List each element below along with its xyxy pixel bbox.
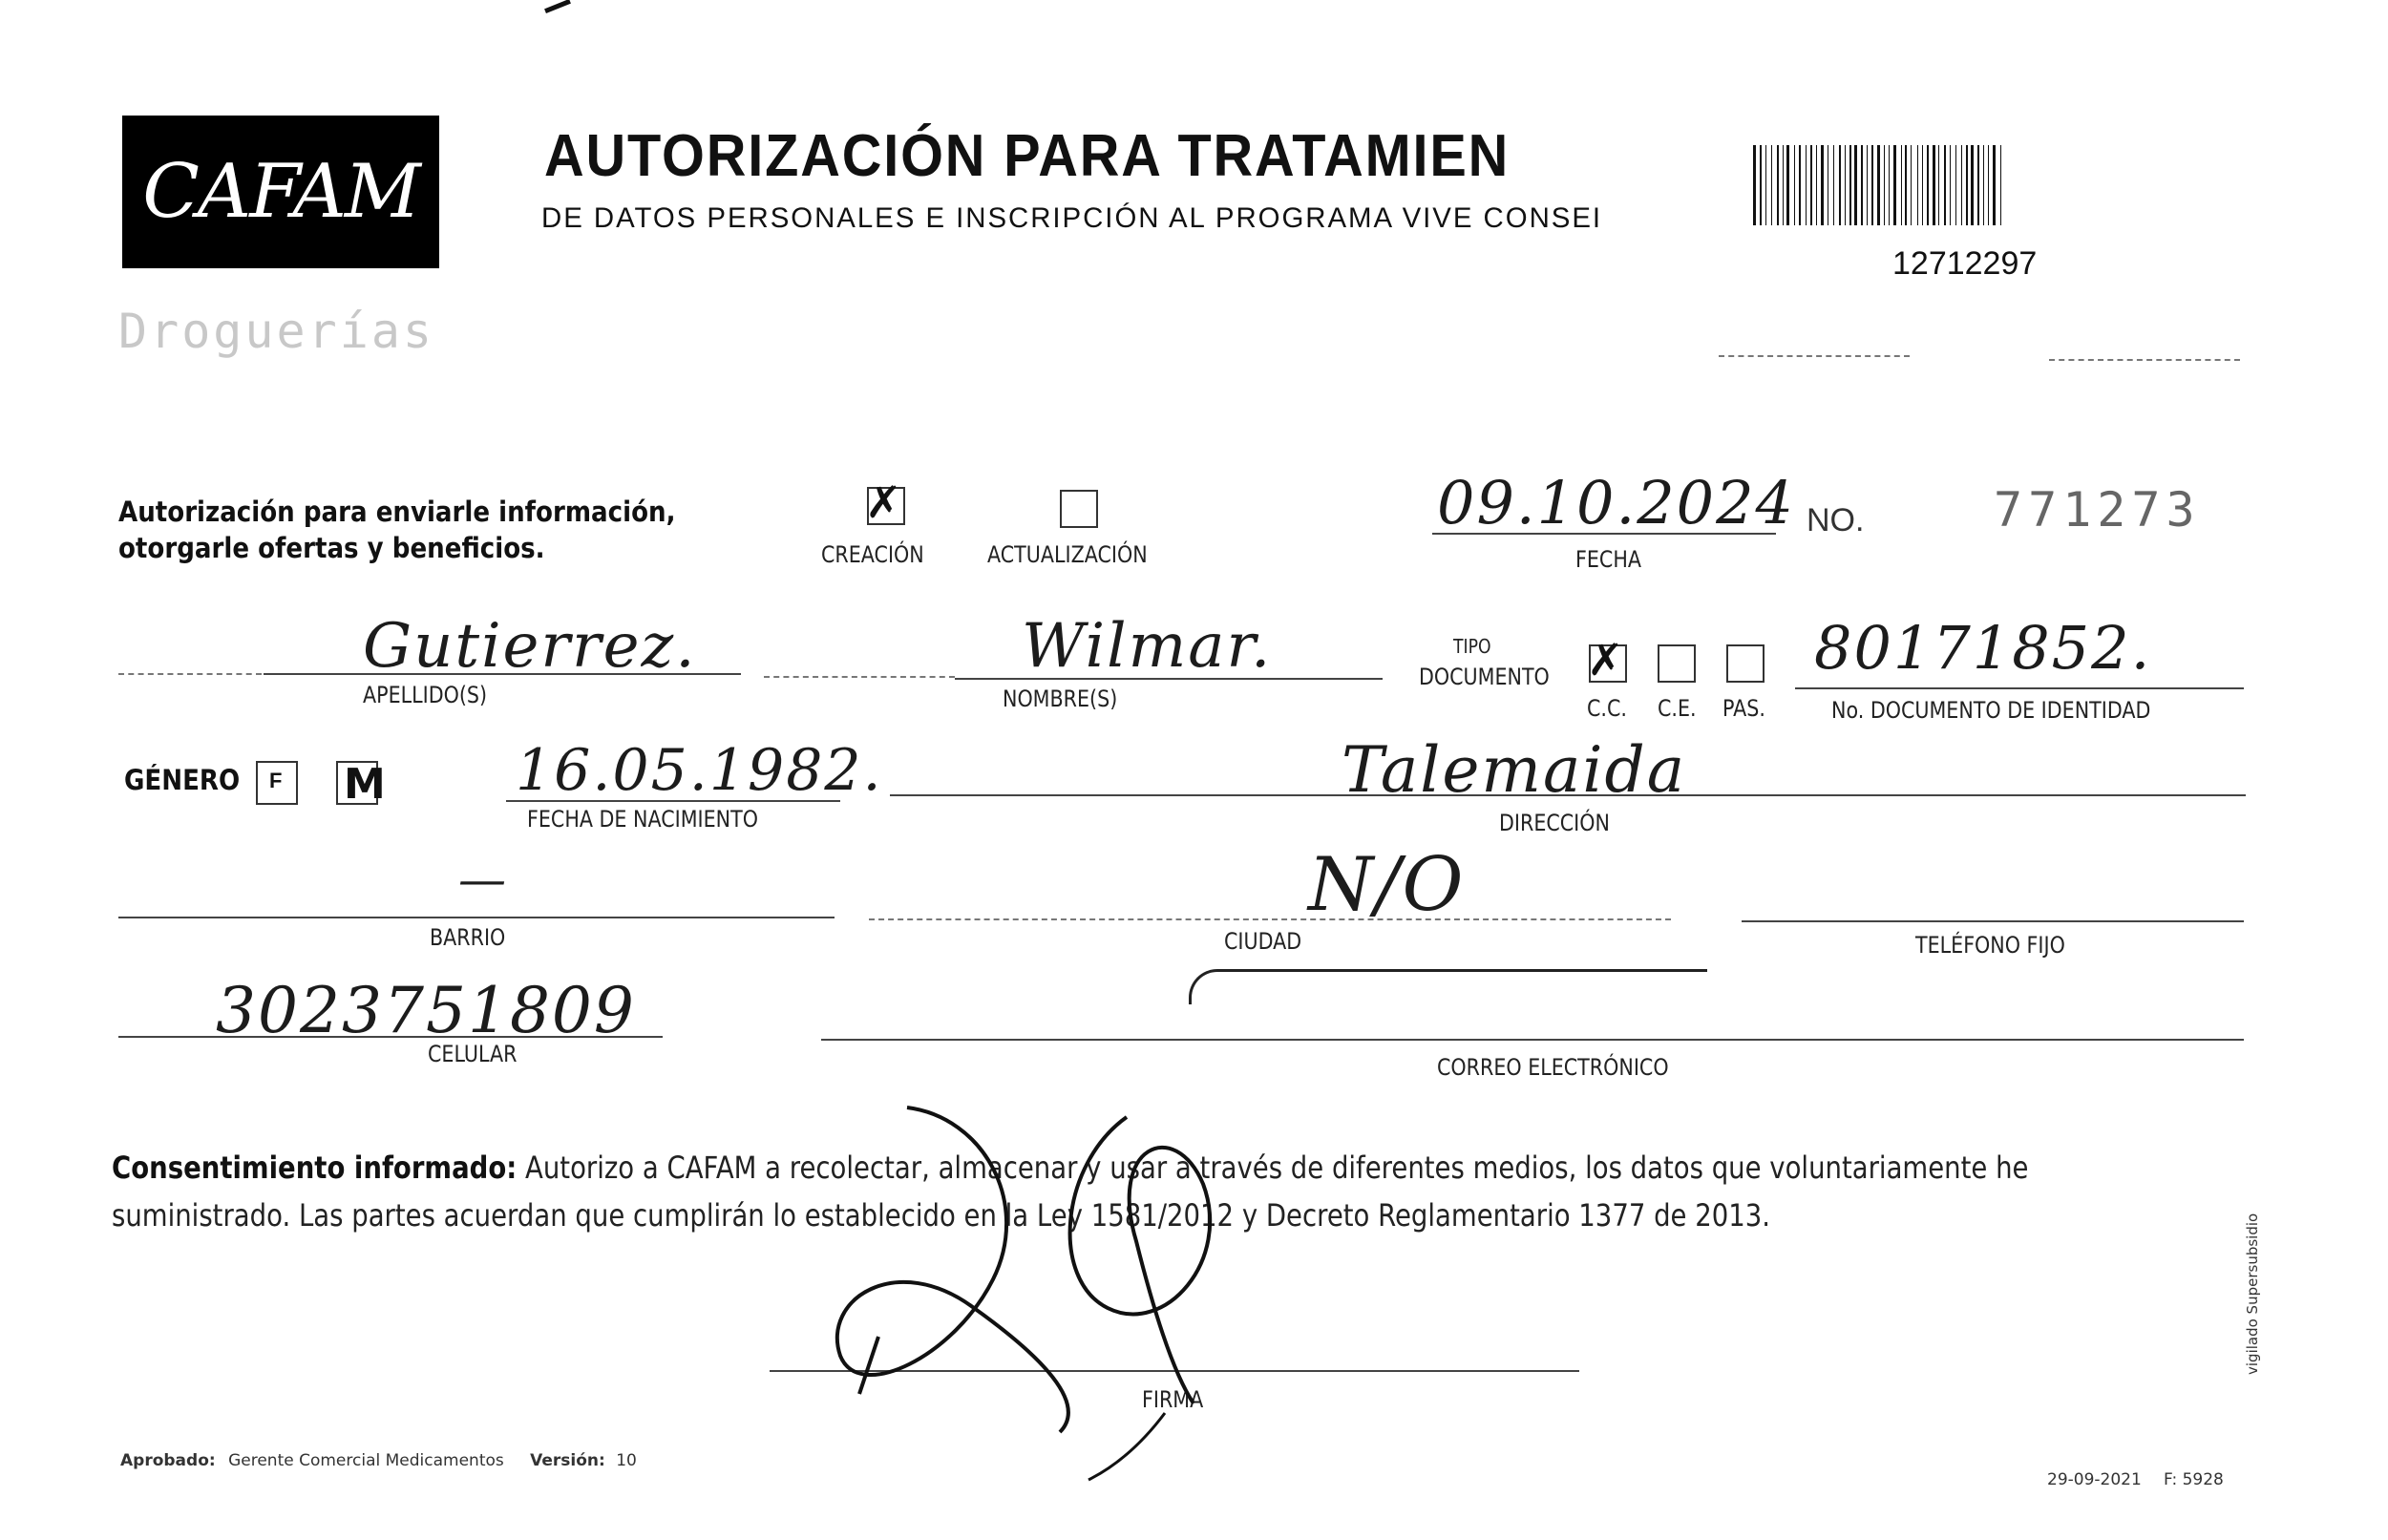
neighborhood-label: BARRIO	[430, 924, 506, 951]
barcode-bar	[1947, 145, 1948, 225]
name-line	[955, 678, 1383, 680]
barcode-bar	[1845, 145, 1846, 225]
barcode-bar	[1796, 145, 1797, 225]
barcode-bar	[1909, 145, 1910, 225]
barcode-bar	[1933, 145, 1935, 225]
barcode-bar	[1802, 145, 1805, 225]
divider	[1719, 355, 1910, 357]
barcode-bar	[1818, 145, 1820, 225]
email-label: CORREO ELECTRÓNICO	[1437, 1054, 1669, 1081]
version-label: Versión:	[530, 1451, 605, 1470]
creation-check-mark: ✗	[865, 476, 902, 528]
barcode-bar	[1955, 145, 1956, 225]
barcode-bar	[1794, 145, 1795, 225]
document-title: AUTORIZACIÓN PARA TRATAMIEN	[544, 123, 1511, 189]
handwritten-signature	[821, 1088, 1356, 1489]
intro-line: otorgarle ofertas y beneficios.	[118, 532, 545, 564]
approved-label: Aprobado:	[120, 1451, 216, 1470]
barcode-bar	[1849, 145, 1851, 225]
barcode-bar	[1950, 145, 1951, 225]
barcode-bar	[1871, 145, 1873, 225]
barcode-bar	[1917, 145, 1918, 225]
city-scribble	[1189, 969, 1707, 1004]
barcode-bar	[1941, 145, 1943, 225]
mobile-label: CELULAR	[428, 1041, 518, 1067]
barcode-bar	[1930, 145, 1931, 225]
barcode-bar	[1833, 145, 1834, 225]
approved-value: Gerente Comercial Medicamentos	[228, 1451, 504, 1470]
barcode-bar	[1785, 145, 1786, 225]
address-value: Talemaida	[1342, 733, 1687, 807]
consent-text: Autorizo a CAFAM a recolectar, almacenar y usar a través de diferentes medios, los datos que voluntariamente he suministrado. Las partes acuerdan que cumplirán lo establecido en la Ley 1581/2012 y Decreto Reglamentario 1377 de 2013.	[112, 1150, 2029, 1234]
barcode-bar	[1816, 145, 1817, 225]
barcode-bar	[1829, 145, 1831, 225]
document-number-line	[1795, 687, 2244, 689]
barcode-bar	[1835, 145, 1838, 225]
barcode-bar	[1821, 145, 1824, 225]
divider	[2049, 359, 2240, 361]
barcode-bar	[1859, 145, 1860, 225]
barcode-bar	[1993, 145, 1996, 225]
barcode-bar	[1780, 145, 1781, 225]
address-label: DIRECCIÓN	[1499, 810, 1610, 836]
city-value: N/O	[1308, 842, 1466, 928]
city-label: CIUDAD	[1224, 928, 1302, 955]
surname-line-left	[118, 673, 262, 675]
supervision-note: vigilado Supersubsidio	[2244, 1213, 2261, 1375]
name-label: NOMBRE(S)	[1003, 686, 1118, 712]
name-line-left	[764, 676, 955, 678]
barcode-bar	[1893, 145, 1896, 225]
barcode-bar	[1897, 145, 1899, 225]
barcode-bar	[1988, 145, 1989, 225]
logo-text: CAFAM	[142, 149, 419, 235]
birth-date-label: FECHA DE NACIMIENTO	[527, 806, 758, 833]
barcode-bar	[1938, 145, 1939, 225]
barcode-bar	[1922, 145, 1923, 225]
barcode-bar	[1847, 145, 1848, 225]
gender-m-value: M	[344, 760, 386, 809]
date-value: 09.10.2024	[1437, 468, 1795, 538]
barcode-bar	[1905, 145, 1907, 225]
barcode-bar	[1813, 145, 1814, 225]
document-type-label: DOCUMENTO	[1419, 664, 1550, 690]
phone-label: TELÉFONO FIJO	[1915, 932, 2065, 959]
barcode-bar	[1969, 145, 1970, 225]
barcode-bar	[1826, 145, 1827, 225]
barcode-bar	[1927, 145, 1929, 225]
barcode-bar	[1891, 145, 1892, 225]
intro-text	[118, 494, 675, 566]
barcode-bar	[1884, 145, 1885, 225]
barcode-number: 12712297	[1892, 245, 2038, 282]
barcode-bar	[1869, 145, 1870, 225]
city-line	[869, 918, 1671, 920]
mobile-value: 3023751809	[216, 974, 636, 1047]
barcode-bar	[1791, 145, 1793, 225]
barcode-bar	[1799, 145, 1801, 225]
barcode-bar	[1903, 145, 1904, 225]
barcode-bar	[1983, 145, 1984, 225]
document-subtitle: DE DATOS PERSONALES E INSCRIPCIÓN AL PROGRAMA VIVE CONSEI	[541, 202, 1603, 234]
form-code: F: 5928	[2164, 1470, 2224, 1489]
barcode-bar	[1958, 145, 1960, 225]
surname-value: Gutierrez.	[363, 611, 697, 682]
consent-heading: Consentimiento informado:	[112, 1150, 518, 1186]
barcode-bar	[1854, 145, 1857, 225]
barcode-bar	[1786, 145, 1789, 225]
barcode	[1753, 145, 2120, 225]
passport-checkbox[interactable]	[1726, 644, 1765, 683]
form-date: 29-09-2021	[2047, 1470, 2142, 1489]
barcode-bar	[1952, 145, 1955, 225]
barcode-bar	[1971, 145, 1974, 225]
cc-check-mark: ✗	[1587, 634, 1624, 686]
update-checkbox[interactable]	[1060, 490, 1098, 528]
barcode-bar	[1774, 145, 1776, 225]
phone-line	[1742, 920, 2244, 922]
birth-date-value: 16.05.1982.	[516, 737, 883, 804]
barcode-bar	[1783, 145, 1784, 225]
mobile-line	[118, 1036, 663, 1038]
barcode-bar	[1765, 145, 1766, 225]
barcode-bar	[1901, 145, 1902, 225]
barcode-bar	[1966, 145, 1968, 225]
barcode-bar	[1753, 145, 1756, 225]
barcode-bar	[1977, 145, 1979, 225]
email-line	[821, 1039, 2244, 1041]
creation-label: CREACIÓN	[821, 541, 924, 568]
barcode-bar	[1919, 145, 1921, 225]
signature-label: FIRMA	[1142, 1386, 1204, 1413]
barcode-bar	[1777, 145, 1779, 225]
barcode-bar	[1852, 145, 1853, 225]
gender-f-label: F	[269, 769, 283, 792]
barcode-bar	[2000, 145, 2001, 225]
surname-label: APELLIDO(S)	[363, 682, 488, 708]
barcode-bar	[1843, 145, 1844, 225]
barcode-bar	[1925, 145, 1926, 225]
barcode-bar	[1760, 145, 1762, 225]
passport-label: PAS.	[1722, 695, 1765, 722]
ce-checkbox[interactable]	[1658, 644, 1696, 683]
date-line	[1432, 533, 1776, 535]
barcode-bar	[1839, 145, 1841, 225]
barcode-bar	[1889, 145, 1890, 225]
document-type-label: TIPO	[1453, 635, 1491, 658]
barcode-bar	[1881, 145, 1882, 225]
barcode-bar	[1767, 145, 1770, 225]
update-label: ACTUALIZACIÓN	[987, 541, 1148, 568]
barcode-bar	[1771, 145, 1772, 225]
birth-date-line	[506, 800, 840, 802]
barcode-bar	[1808, 145, 1809, 225]
barcode-bar	[2002, 145, 2003, 225]
barcode-bar	[1944, 145, 1946, 225]
number-label: NO.	[1807, 502, 1865, 538]
barcode-bar	[1980, 145, 1981, 225]
intro-line: Autorización para enviarle información,	[118, 496, 676, 528]
barcode-bar	[1875, 145, 1876, 225]
surname-line	[264, 673, 741, 675]
barcode-bar	[1810, 145, 1812, 225]
barcode-bar	[1985, 145, 1987, 225]
barcode-bar	[1763, 145, 1764, 225]
neighborhood-line	[118, 917, 835, 918]
barcode-bar	[1991, 145, 1992, 225]
barcode-bar	[1963, 145, 1964, 225]
name-value: Wilmar.	[1022, 611, 1273, 682]
gender-label: GÉNERO	[124, 764, 241, 796]
logo-subtitle: Droguerías	[118, 304, 435, 359]
barcode-bar	[1758, 145, 1759, 225]
version-value: 10	[616, 1451, 637, 1470]
barcode-bar	[1864, 145, 1865, 225]
ce-label: C.E.	[1658, 695, 1697, 722]
barcode-bar	[1997, 145, 1998, 225]
neighborhood-value: —	[458, 852, 508, 907]
barcode-bar	[1877, 145, 1880, 225]
document-number-label: No. DOCUMENTO DE IDENTIDAD	[1831, 697, 2151, 724]
approval-note	[120, 1451, 637, 1470]
barcode-bar	[1911, 145, 1912, 225]
barcode-bar	[1886, 145, 1888, 225]
scan-mark	[544, 0, 571, 13]
date-label: FECHA	[1575, 546, 1641, 573]
cc-label: C.C.	[1587, 695, 1627, 722]
barcode-bar	[1806, 145, 1807, 225]
barcode-bar	[1867, 145, 1868, 225]
barcode-bar	[1861, 145, 1863, 225]
brand-logo	[122, 116, 439, 268]
number-value: 771273	[1994, 482, 2201, 538]
document-number-value: 80171852.	[1814, 613, 2152, 683]
barcode-bar	[1913, 145, 1915, 225]
barcode-bar	[1961, 145, 1962, 225]
barcode-bar	[1936, 145, 1937, 225]
